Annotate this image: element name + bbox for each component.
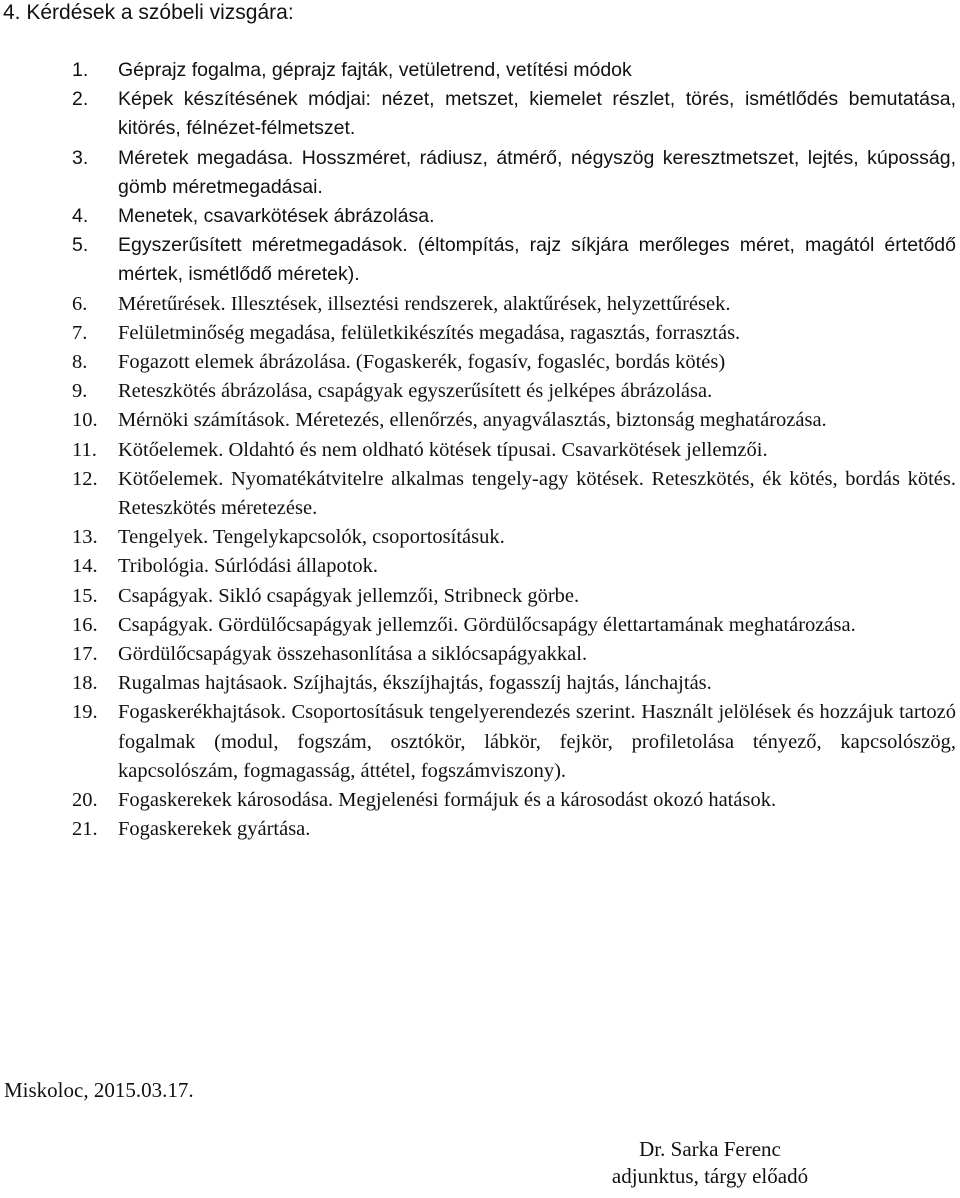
question-number: 11. (72, 438, 97, 461)
question-text: Egyszerűsített méretmegadások. (éltompítás, rajz síkjára merőleges méret, magától értetődő mértek, ismétlődő méretek). (118, 234, 956, 286)
question-text: Menetek, csavarkötések ábrázolása. (118, 205, 435, 228)
question-text: Fogaskerekek károsodása. Megjelenési formájuk és a károsodást okozó hatások. (118, 789, 777, 812)
question-item (72, 523, 956, 552)
question-number: 3. (72, 146, 89, 169)
question-item (72, 406, 956, 435)
question-item (72, 319, 956, 348)
question-text: Képek készítésének módjai: nézet, metszet, kiemelet részlet, törés, ismétlődés bemutatása, kitörés, félnézet-félmetszet. (118, 88, 956, 140)
question-text: Fogaskerékhajtások. Csoportosításuk tengelyerendezés szerint. Használt jelölések és hozzájuk tartozó fogalmak (modul, fogszám, osztókör, lábkör, fejkör, profiletolása tényező, kapcsolószög, kapcsolószám, fogmagasság, áttétel, fogszámviszony). (118, 701, 956, 782)
question-text: Csapágyak. Sikló csapágyak jellemzői, Stribneck görbe. (118, 584, 580, 607)
question-item (72, 85, 956, 143)
signature-block (560, 1136, 860, 1190)
question-number: 14. (72, 555, 98, 578)
question-number: 9. (72, 380, 88, 403)
question-text: Tengelyek. Tengelykapcsolók, csoportosításuk. (118, 526, 505, 549)
question-item (72, 436, 956, 465)
question-number: 21. (72, 818, 98, 841)
question-item (72, 669, 956, 698)
question-number: 7. (72, 321, 88, 344)
question-number: 19. (72, 701, 98, 724)
question-item (72, 815, 956, 844)
place-and-date: Miskoloc, 2015.03.17. (4, 1078, 194, 1102)
question-number: 2. (72, 88, 89, 111)
question-item (72, 465, 956, 523)
question-number: 8. (72, 351, 88, 374)
question-number: 20. (72, 789, 98, 812)
question-text: Csapágyak. Gördülőcsapágyak jellemzői. Gördülőcsapágy élettartamának meghatározása. (118, 613, 856, 636)
section-heading: 4. Kérdések a szóbeli vizsgára: (3, 1, 294, 24)
question-text: Fogaskerekek gyártása. (118, 818, 311, 841)
question-item (72, 348, 956, 377)
question-item (72, 144, 956, 202)
question-number: 13. (72, 526, 98, 549)
question-number: 6. (72, 292, 88, 315)
signatory-name: Dr. Sarka Ferenc (639, 1137, 781, 1161)
question-item (72, 56, 956, 85)
question-text: Géprajz fogalma, géprajz fajták, vetületrend, vetítési módok (118, 59, 632, 81)
question-number: 16. (72, 613, 98, 636)
question-number: 4. (72, 205, 89, 228)
question-item (72, 786, 956, 815)
question-text: Rugalmas hajtásaok. Szíjhajtás, ékszíjhajtás, fogasszíj hajtás, lánchajtás. (118, 672, 712, 695)
question-text: Méretek megadása. Hosszméret, rádiusz, átmérő, négyszög keresztmetszet, lejtés, kúposság, gömb méretmegadásai. (118, 146, 956, 198)
question-item (72, 231, 956, 289)
question-item (72, 202, 956, 231)
question-item (72, 377, 956, 406)
question-number: 1. (72, 59, 89, 81)
question-item (72, 640, 956, 669)
question-text: Felületminőség megadása, felületkikészítés megadása, ragasztás, forrasztás. (118, 321, 741, 344)
question-text: Kötőelemek. Oldahtó és nem oldható kötések típusai. Csavarkötések jellemzői. (118, 438, 768, 461)
question-item (72, 290, 956, 319)
question-number: 5. (72, 234, 89, 257)
question-item (72, 582, 956, 611)
question-text: Kötőelemek. Nyomatékátvitelre alkalmas tengely-agy kötések. Reteszkötés, ék kötés, bordás kötés. Reteszkötés méretezése. (118, 467, 956, 520)
question-text: Mérnöki számítások. Méretezés, ellenőrzés, anyagválasztás, biztonság meghatározása. (118, 409, 827, 432)
question-number: 18. (72, 672, 98, 695)
question-item (72, 552, 956, 581)
question-text: Reteszkötés ábrázolása, csapágyak egyszerűsített és jelképes ábrázolása. (118, 380, 713, 403)
question-text: Tribológia. Súrlódási állapotok. (118, 555, 379, 578)
signatory-title: adjunktus, tárgy előadó (611, 1164, 809, 1188)
question-list (72, 56, 956, 844)
question-number: 15. (72, 584, 98, 607)
question-number: 12. (72, 467, 98, 490)
question-text: Fogazott elemek ábrázolása. (Fogaskerék, fogasív, fogasléc, bordás kötés) (118, 351, 726, 374)
question-item (72, 611, 956, 640)
question-item (72, 698, 956, 786)
question-text: Méretűrések. Illesztések, illseztési rendszerek, alaktűrések, helyzettűrések. (118, 292, 731, 315)
question-number: 10. (72, 409, 98, 432)
question-number: 17. (72, 643, 98, 666)
question-text: Gördülőcsapágyak összehasonlítása a siklócsapágyakkal. (118, 643, 588, 666)
